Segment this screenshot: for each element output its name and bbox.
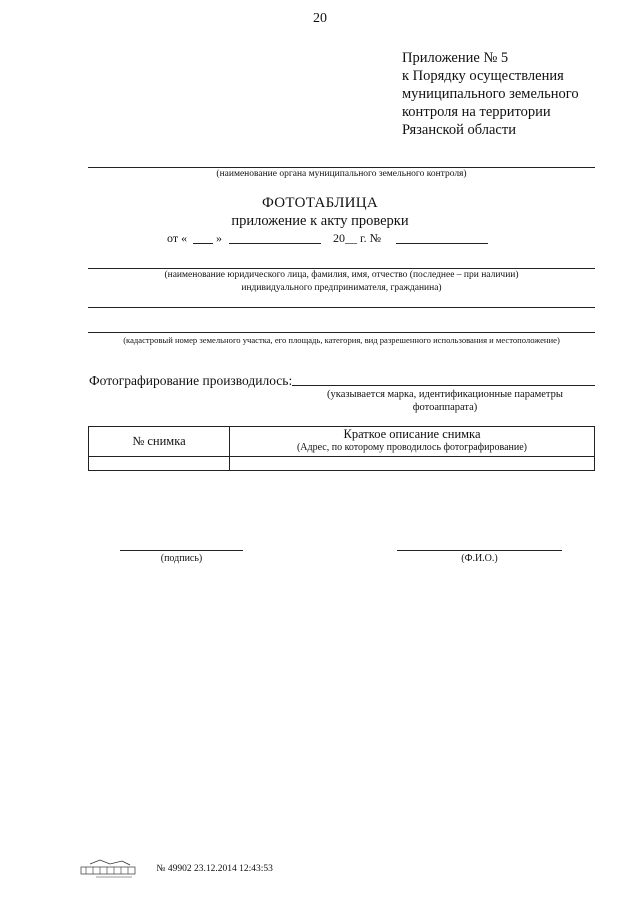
cadastral-caption: (кадастровый номер земельного участка, его площадь, категория, вид разрешенного использования и местоположение)	[123, 335, 560, 345]
camera-fill-line	[292, 385, 595, 386]
entity-fill-line-2	[88, 307, 595, 308]
date-from-label: от «	[167, 231, 188, 245]
appendix-line: Рязанской области	[402, 122, 516, 138]
entity-fill-line	[88, 268, 595, 269]
cadastral-fill-line	[88, 332, 595, 333]
photo-table	[88, 426, 595, 471]
number-fill-line	[396, 243, 488, 244]
camera-caption	[300, 388, 590, 414]
description-header-main: Краткое описание снимка	[343, 427, 481, 441]
registration-footer	[80, 858, 273, 880]
entity-caption-line2: индивидуального предпринимателя, гражданина)	[241, 283, 442, 293]
authority-fill-line	[88, 167, 595, 168]
table-header-row	[89, 427, 595, 457]
photo-number-cell[interactable]	[89, 457, 230, 471]
document-subtitle: приложение к акту проверки	[231, 213, 409, 229]
name-fill-line	[397, 550, 562, 551]
photo-number-header: № снимка	[89, 427, 230, 457]
appendix-line: к Порядку осуществления	[402, 68, 564, 84]
name-caption: (Ф.И.О.)	[461, 553, 498, 564]
signature-caption: (подпись)	[160, 553, 203, 564]
photo-description-header	[230, 427, 595, 457]
document-title: ФОТОТАБЛИЦА	[261, 195, 379, 211]
photo-description-cell[interactable]	[230, 457, 595, 471]
date-quote-close: »	[216, 231, 222, 245]
registration-number: № 49902 23.12.2014 12:43:53	[156, 864, 273, 874]
table-row	[89, 457, 595, 471]
day-fill-line	[193, 243, 213, 244]
appendix-line: контроля на территории	[402, 104, 551, 120]
photography-label: Фотографирование производилось:	[89, 373, 293, 388]
signature-fill-line	[120, 550, 243, 551]
description-header-sub: (Адрес, по которому проводилось фотографирование)	[296, 442, 528, 453]
stamp-icon	[80, 858, 136, 880]
page-number: 20	[313, 11, 327, 26]
camera-caption-line2: фотоаппарата)	[412, 402, 478, 413]
authority-caption: (наименование органа муниципального земельного контроля)	[216, 169, 467, 179]
appendix-line: Приложение № 5	[402, 50, 509, 66]
appendix-reference	[402, 49, 632, 139]
entity-caption-line1: (наименование юридического лица, фамилия, имя, отчество (последнее – при наличии)	[164, 270, 519, 280]
camera-caption-line1: (указывается марка, идентификационные параметры	[327, 389, 563, 400]
month-fill-line	[229, 243, 321, 244]
appendix-line: муниципального земельного	[402, 86, 579, 102]
date-year-label: 20__ г. №	[333, 231, 382, 245]
